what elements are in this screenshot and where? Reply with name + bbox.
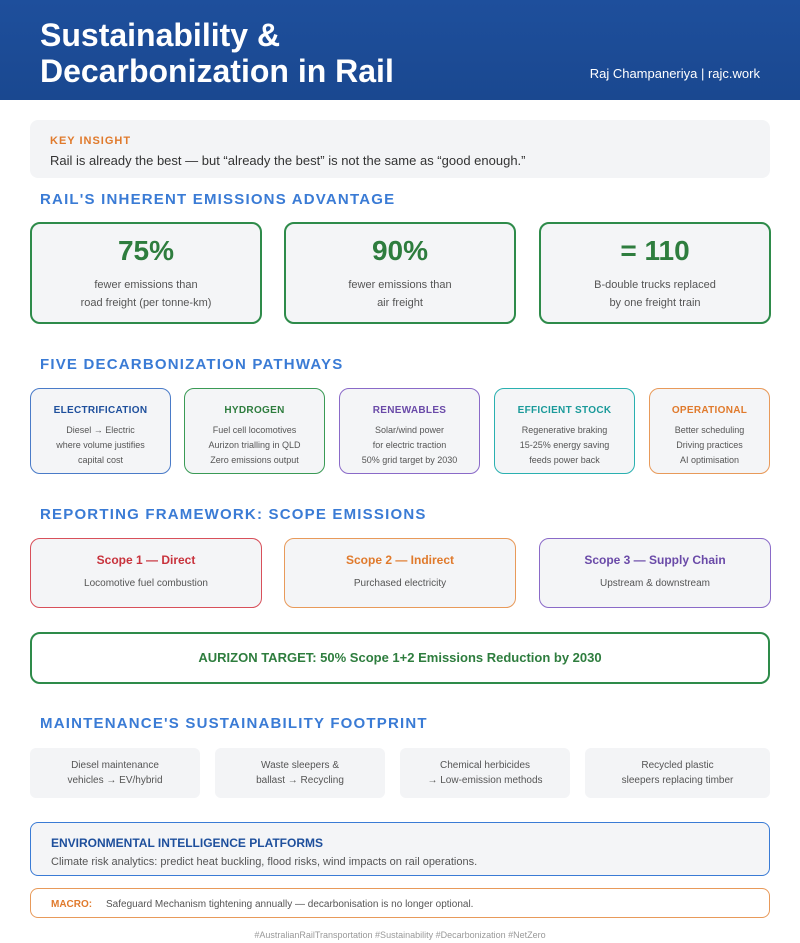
pathway-card-operational <box>649 388 770 474</box>
stat-description: fewer emissions than road freight (per tonne-km) <box>80 279 212 309</box>
pathway-title: HYDROGEN <box>224 405 285 416</box>
scope-description: Purchased electricity <box>353 578 447 589</box>
pathways-section-title: FIVE DECARBONIZATION PATHWAYS <box>40 356 344 373</box>
key-insight-label: KEY INSIGHT <box>50 135 132 147</box>
page-title <box>40 17 460 89</box>
environmental-intelligence-title: ENVIRONMENTAL INTELLIGENCE PLATFORMS <box>51 836 323 850</box>
author-credit: Raj Champaneriya | rajc.work <box>589 66 760 81</box>
stat-card-trucks <box>539 222 771 324</box>
aurizon-target-text: AURIZON TARGET: 50% Scope 1+2 Emissions Reduction by 2030 <box>198 650 602 665</box>
scope-card-3 <box>539 538 771 608</box>
stat-card-road <box>30 222 262 324</box>
stat-value: = 110 <box>620 235 690 266</box>
maintenance-section-title: MAINTENANCE'S SUSTAINABILITY FOOTPRINT <box>40 715 428 732</box>
stat-value: 75% <box>117 235 175 266</box>
pathway-description: Diesel → Electric where volume justifies capital cost <box>56 425 145 465</box>
scope-title: Scope 3 — Supply Chain <box>584 553 726 567</box>
pathway-title: OPERATIONAL <box>671 405 748 416</box>
maintenance-item: Recycled plastic sleepers replacing timber <box>585 748 770 798</box>
pathway-card-efficient-stock <box>494 388 635 474</box>
scope-title: Scope 1 — Direct <box>96 553 196 567</box>
aurizon-target-banner <box>30 632 770 684</box>
scope-section-title: REPORTING FRAMEWORK: SCOPE EMISSIONS <box>40 506 427 523</box>
environmental-intelligence-text: Climate risk analytics: predict heat buckling, flood risks, wind impacts on rail operations. <box>51 856 478 868</box>
hashtags: #AustralianRailTransportation #Sustainability #Decarbonization #NetZero <box>254 930 546 940</box>
pathway-description: Better scheduling Driving practices AI optimisation <box>674 425 745 465</box>
pathway-title: EFFICIENT STOCK <box>517 405 612 416</box>
macro-box <box>30 888 770 918</box>
stat-card-air <box>284 222 516 324</box>
title-line-1: Sustainability & <box>40 17 281 53</box>
header-banner <box>0 0 800 100</box>
pathway-description: Fuel cell locomotives Aurizon trialling in QLD Zero emissions output <box>208 425 301 465</box>
maintenance-item: Chemical herbicides → Low-emission methods <box>400 748 570 798</box>
scope-description: Locomotive fuel combustion <box>84 578 208 589</box>
macro-label: MACRO: <box>51 899 93 910</box>
pathway-title: RENEWABLES <box>372 405 447 416</box>
scope-card-2 <box>284 538 516 608</box>
maintenance-item: Diesel maintenance vehicles → EV/hybrid <box>30 748 200 798</box>
advantage-section-title: RAIL'S INHERENT EMISSIONS ADVANTAGE <box>40 191 396 208</box>
pathway-card-renewables <box>339 388 480 474</box>
scope-title: Scope 2 — Indirect <box>345 553 455 567</box>
stat-value: 90% <box>371 235 429 266</box>
title-line-2: Decarbonization in Rail <box>40 53 394 89</box>
pathway-description: Regenerative braking 15-25% energy saving feeds power back <box>519 425 610 465</box>
macro-text: Safeguard Mechanism tightening annually — decarbonisation is no longer optional. <box>106 899 474 910</box>
pathway-description: Solar/wind power for electric traction 50% grid target by 2030 <box>361 425 458 465</box>
maintenance-item: Waste sleepers & ballast → Recycling <box>215 748 385 798</box>
environmental-intelligence-box <box>30 822 770 876</box>
scope-card-1 <box>30 538 262 608</box>
stat-description: B-double trucks replaced by one freight train <box>594 279 716 309</box>
scope-description: Upstream & downstream <box>599 578 711 589</box>
key-insight-text: Rail is already the best — but “already the best” is not the same as “good enough.” <box>50 153 526 168</box>
pathway-title: ELECTRIFICATION <box>53 405 148 416</box>
stat-description: fewer emissions than air freight <box>348 279 452 309</box>
pathway-card-hydrogen <box>184 388 325 474</box>
pathway-card-electrification <box>30 388 171 474</box>
key-insight-box <box>30 120 770 178</box>
